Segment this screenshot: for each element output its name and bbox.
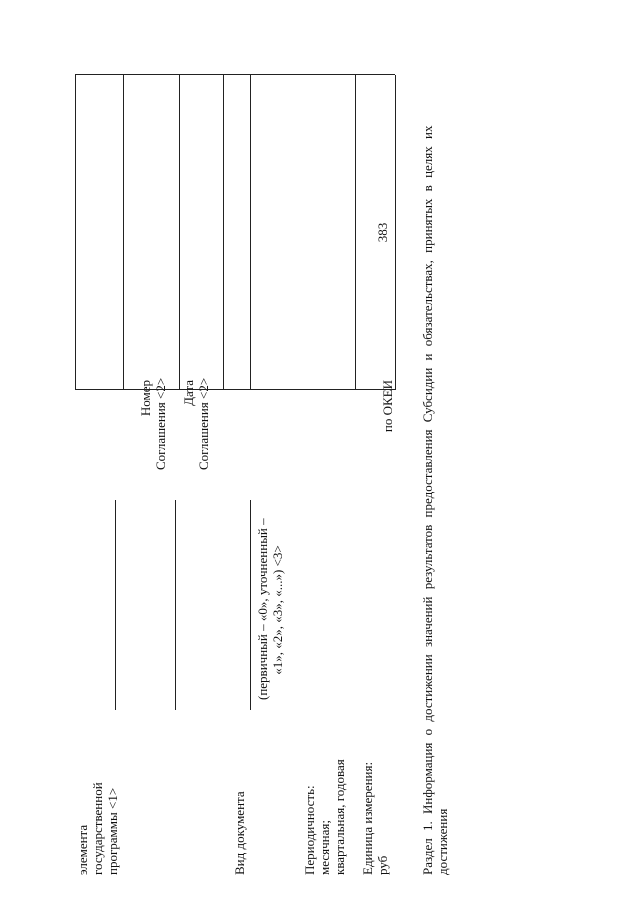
agreement-fill-line bbox=[175, 500, 176, 710]
document-type-note bbox=[255, 520, 285, 700]
rotated-form-sheet bbox=[50, 45, 450, 875]
program-element-line-2: государственной bbox=[90, 782, 105, 875]
program-element-line-1: элемента bbox=[75, 824, 90, 875]
codes-row-divider-1 bbox=[123, 75, 124, 390]
periodicity-label bbox=[302, 759, 347, 875]
section-title-line-1: Раздел 1. Информация о достижении значений результатов предоставления Субсидии и обязательствах, принятых в целях их bbox=[420, 125, 435, 875]
document-note-line-2: «1», «2», «3», «...») <3> bbox=[270, 545, 285, 675]
program-element-label bbox=[75, 782, 120, 875]
okei-code-cell bbox=[375, 75, 390, 390]
periodicity-line-2: месячная; bbox=[317, 820, 332, 875]
program-element-line bbox=[115, 500, 116, 710]
codes-table-top bbox=[75, 75, 76, 390]
okei-label bbox=[380, 380, 395, 470]
codes-table bbox=[75, 75, 395, 390]
codes-row-divider-4 bbox=[250, 75, 251, 390]
codes-row-divider-3 bbox=[223, 75, 224, 390]
agreement-number-line-1: Номер bbox=[138, 380, 153, 417]
codes-row-divider-2 bbox=[179, 75, 180, 390]
periodicity-line-3: квартальная, годовая bbox=[332, 759, 347, 875]
program-element-line-3: программы <1> bbox=[105, 787, 120, 875]
unit-line-1: Единица измерения: bbox=[360, 761, 375, 875]
periodicity-line-1: Периодичность: bbox=[302, 785, 317, 875]
unit-label bbox=[360, 762, 390, 875]
document-type-fill-line bbox=[250, 500, 251, 710]
okei-code-value: 383 bbox=[375, 222, 390, 243]
agreement-number-label bbox=[138, 377, 168, 470]
section-title bbox=[420, 126, 450, 875]
document-note-line-1: (первичный – «0», уточненный – bbox=[255, 518, 270, 700]
document-type-label bbox=[232, 791, 247, 875]
okei-label-text: по ОКЕИ bbox=[380, 380, 395, 433]
agreement-date-label bbox=[181, 377, 211, 470]
unit-line-2: руб bbox=[375, 855, 390, 875]
agreement-date-line-2: Соглашения <2> bbox=[196, 377, 211, 470]
section-title-line-2: достижения bbox=[435, 808, 450, 875]
agreement-number-line-2: Соглашения <2> bbox=[153, 377, 168, 470]
codes-row-divider-5 bbox=[355, 75, 356, 390]
document-type-text: Вид документа bbox=[232, 791, 247, 875]
agreement-date-line-1: Дата bbox=[181, 380, 196, 406]
codes-table-bottom bbox=[395, 75, 396, 390]
